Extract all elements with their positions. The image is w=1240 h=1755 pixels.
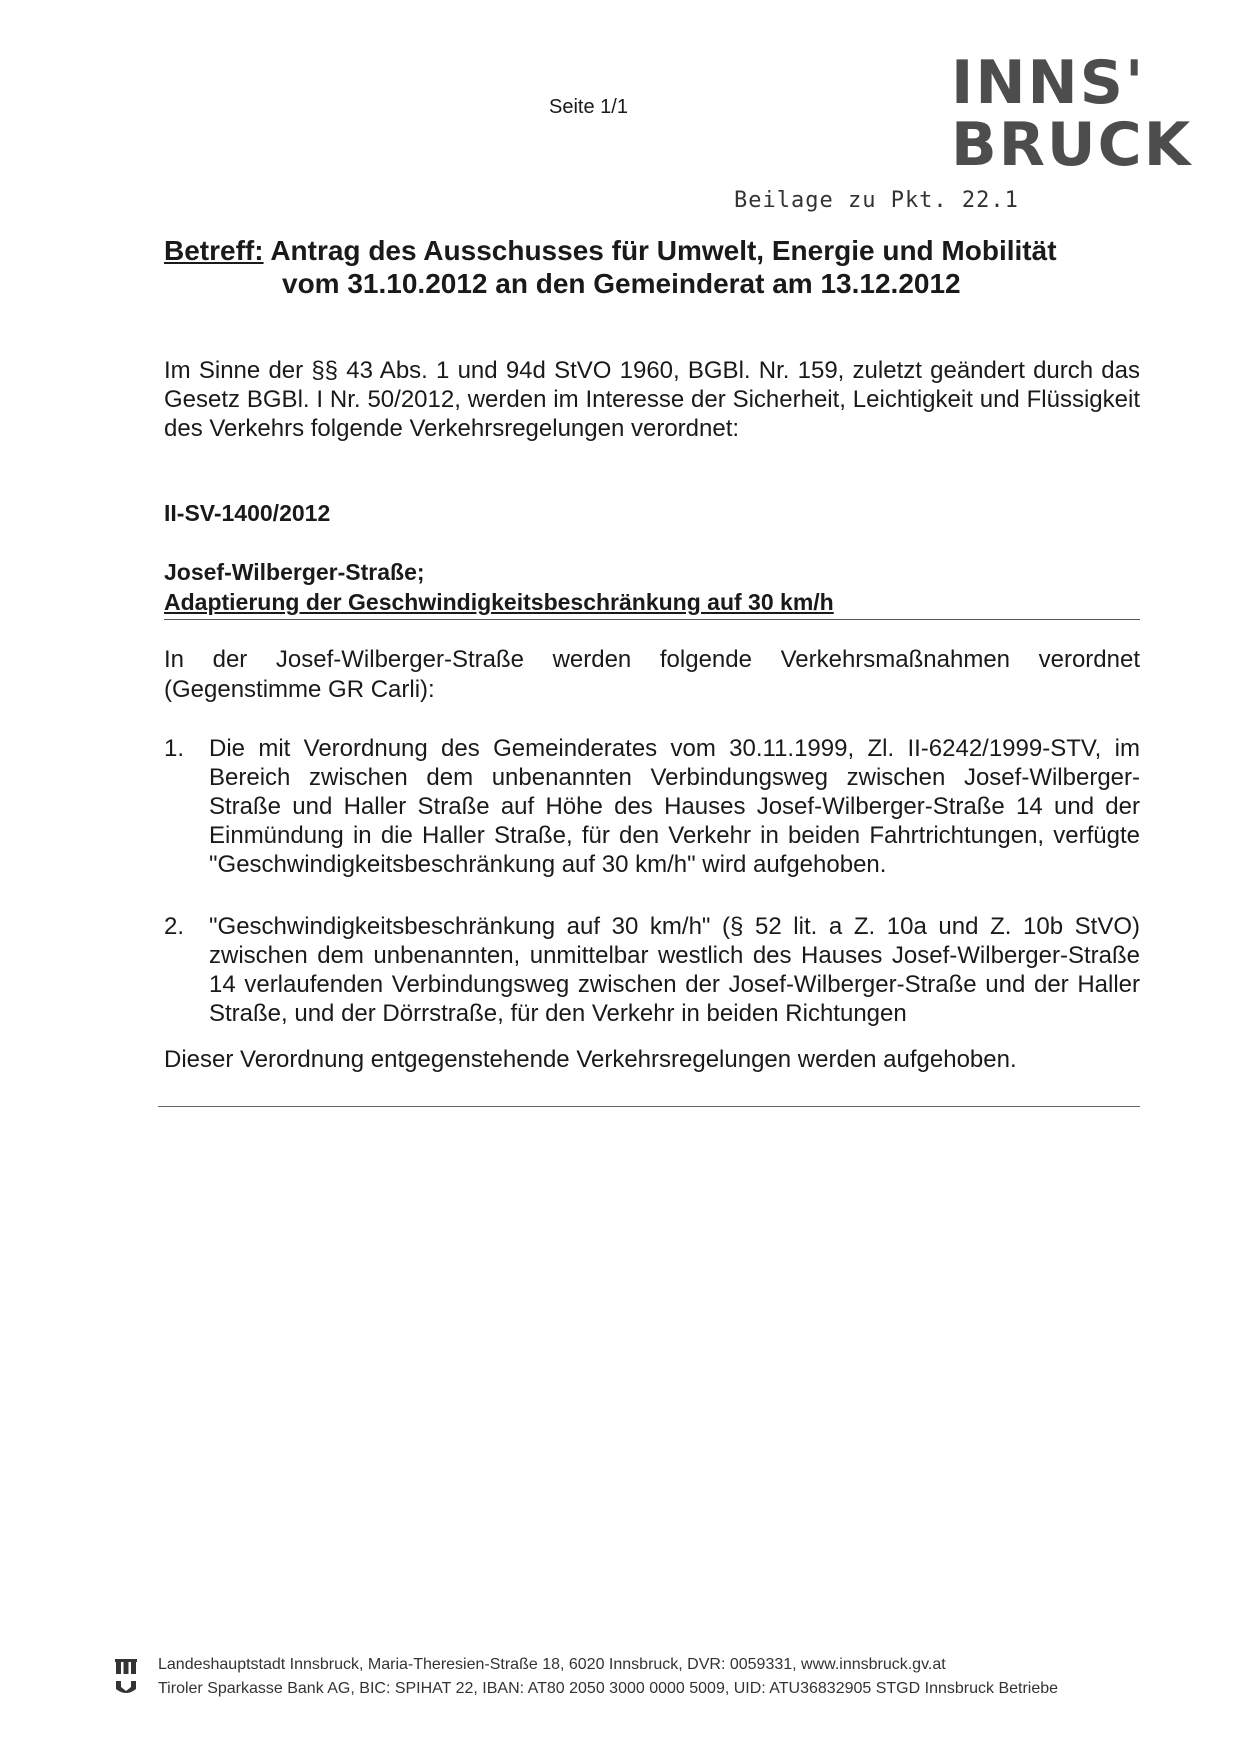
divider xyxy=(158,1106,1140,1107)
section-heading xyxy=(164,557,1140,617)
logo-line-1: INNS' xyxy=(951,48,1146,118)
page-number: Seite 1/1 xyxy=(549,96,628,118)
item-text: "Geschwindigkeitsbeschränkung auf 30 km/h" (§ 52 lit. a Z. 10a und Z. 10b StVO) zwischen dem unbenannten, unmittelbar westlich des Hauses Josef-Wilberger-Straße 14 verlaufenden Verbindungsweg zwischen der Josef-Wilberger-Straße und der Haller Straße, und der Dörrstraße, für den Verkehr in beiden Richtungen xyxy=(209,913,1140,1027)
item-text: Die mit Verordnung des Gemeinderates vom 30.11.1999, Zl. II-6242/1999-STV, im Bereich zwischen dem unbenannten Verbindungsweg zwischen Josef-Wilberger-Straße und Haller Straße auf Höhe des Hauses Josef-Wilberger-Straße 14 und der Einmündung in die Haller Straße, für den Verkehr in beiden Fahrtrichtungen, verfügte "Geschwindigkeitsbeschränkung auf 30 km/h" wird aufgehoben. xyxy=(209,735,1140,878)
city-emblem-icon xyxy=(114,1657,138,1697)
intro-paragraph: Im Sinne der §§ 43 Abs. 1 und 94d StVO 1960, BGBl. Nr. 159, zuletzt geändert durch das Gesetz BGBl. I Nr. 50/2012, werden im Interesse der Sicherheit, Leichtigkeit und Flüssigkeit des Verkehrs folgende Verkehrsregelungen verordnet: xyxy=(164,357,1140,442)
list-item xyxy=(164,734,1140,879)
street-name: Josef-Wilberger-Straße; xyxy=(164,559,425,585)
attachment-note: Beilage zu Pkt. 22.1 xyxy=(734,188,1019,213)
subject-line-2: vom 31.10.2012 an den Gemeinderat am 13.12.2012 xyxy=(282,268,961,299)
divider xyxy=(164,619,1140,620)
subject-label: Betreff: xyxy=(164,235,264,266)
reference-number: II-SV-1400/2012 xyxy=(164,500,331,526)
subject-block xyxy=(164,234,1144,300)
closing-sentence: Dieser Verordnung entgegenstehende Verkehrsregelungen werden aufgehoben. xyxy=(164,1046,1017,1073)
item-number: 2. xyxy=(164,913,185,940)
footer-address: Landeshauptstadt Innsbruck, Maria-Theresien-Straße 18, 6020 Innsbruck, DVR: 0059331, www.innsbruck.gv.at xyxy=(158,1656,946,1673)
subject-line-1: Antrag des Ausschusses für Umwelt, Energie und Mobilität xyxy=(270,235,1057,266)
footer xyxy=(114,1653,1124,1701)
logo-line-2: BRUCK xyxy=(951,110,1193,180)
lead-paragraph: In der Josef-Wilberger-Straße werden folgende Verkehrsmaßnahmen verordnet (Gegenstimme GR Carli): xyxy=(164,646,1140,703)
innsbruck-logo xyxy=(951,48,1201,180)
item-number: 1. xyxy=(164,735,185,762)
list-item xyxy=(164,912,1140,1028)
measures-list xyxy=(164,734,1140,1061)
section-subject: Adaptierung der Geschwindigkeitsbeschränkung auf 30 km/h xyxy=(164,589,834,615)
footer-bank: Tiroler Sparkasse Bank AG, BIC: SPIHAT 22, IBAN: AT80 2050 3000 0000 5009, UID: ATU36832905 STGD Innsbruck Betriebe xyxy=(158,1680,1059,1697)
